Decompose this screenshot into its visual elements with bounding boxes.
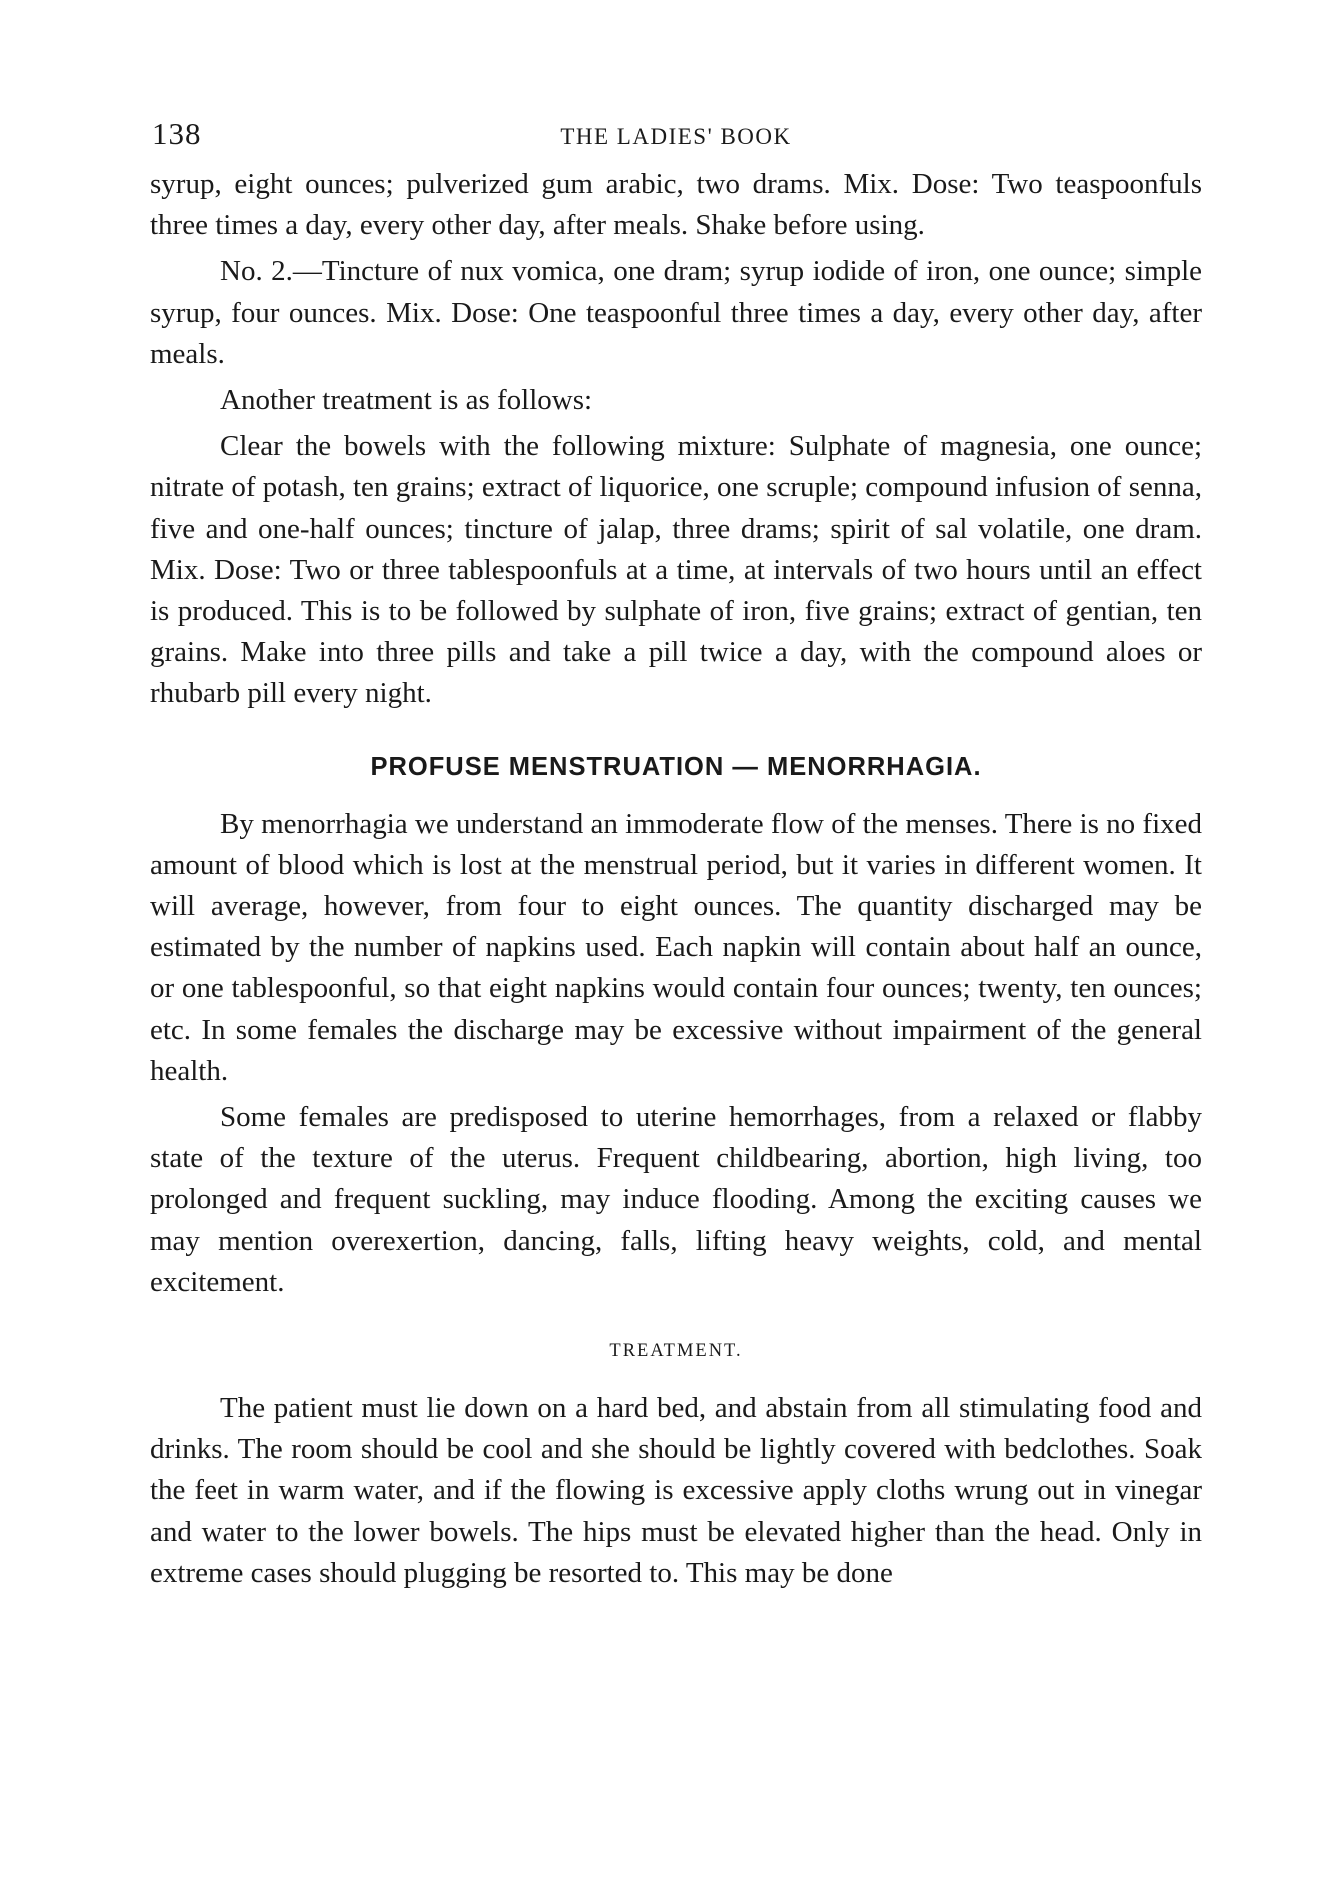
- paragraph-menorrhagia-definition: By menorrhagia we understand an immoderate flow of the menses. There is no fixed amount of blood which is lost at the menstrual period, but it varies in different women. It will average, however, from four to eight ounces. The quantity discharged may be estimated by the number of napkins used. Each napkin will contain about half an ounce, or one tablespoonful, so that eight napkins would contain four ounces; twenty, ten ounces; etc. In some females the discharge may be excessive without impairment of the general health.: [150, 807, 1202, 1087]
- paragraph-predisposition: Some females are predisposed to uterine hemorrhages, from a relaxed or flabby state of the texture of the uterus. Frequent childbearing, abortion, high living, too prolonged and frequent suckling, may induce flooding. Among the exciting causes we may mention overexertion, dancing, falls, lifting heavy weights, cold, and mental excitement.: [150, 1101, 1202, 1298]
- paragraph-clear-bowels: Clear the bowels with the following mixture: Sulphate of magnesia, one ounce; nitrate of potash, ten grains; extract of liquorice, one scruple; compound infusion of senna, five and one-half ounces; tincture of jalap, three drams; spirit of sal volatile, one dram. Mix. Dose: Two or three tablespoonfuls at a time, at intervals of two hours until an effect is produced. This is to be followed by sulphate of iron, five grains; extract of gentian, ten grains. Make into three pills and take a pill twice a day, with the compound aloes or rhubarb pill every night.: [150, 430, 1202, 710]
- paragraph-continuation: syrup, eight ounces; pulverized gum arabic, two drams. Mix. Dose: Two teaspoonfuls three times a day, every other day, after meals. Shake before using.: [150, 168, 1202, 242]
- section-heading: PROFUSE MENSTRUATION — MENORRHAGIA.: [370, 752, 982, 781]
- paragraph-another-treatment: Another treatment is as follows:: [220, 384, 593, 417]
- page-number: 138: [152, 116, 202, 151]
- body-text-middle: [150, 804, 1202, 1303]
- book-page: [150, 108, 1202, 1594]
- body-text-top: [150, 164, 1202, 715]
- treatment-subheading: TREATMENT.: [609, 1341, 743, 1362]
- paragraph-recipe-no-2: No. 2.—Tincture of nux vomica, one dram; syrup iodide of iron, one ounce; simple syrup, four ounces. Mix. Dose: One teaspoonful three times a day, every other day, after meals.: [150, 255, 1202, 370]
- body-text-bottom: [150, 1388, 1202, 1594]
- paragraph-treatment: The patient must lie down on a hard bed, and abstain from all stimulating food and drinks. The room should be cool and she should be lightly covered with bedclothes. Soak the feet in warm water, and if the flowing is excessive apply cloths wrung out in vinegar and water to the lower bowels. The hips must be elevated higher than the head. Only in extreme cases should plugging be resorted to. This may be done: [150, 1392, 1202, 1589]
- running-head: [150, 108, 1202, 156]
- running-title: THE LADIES' BOOK: [560, 124, 792, 149]
